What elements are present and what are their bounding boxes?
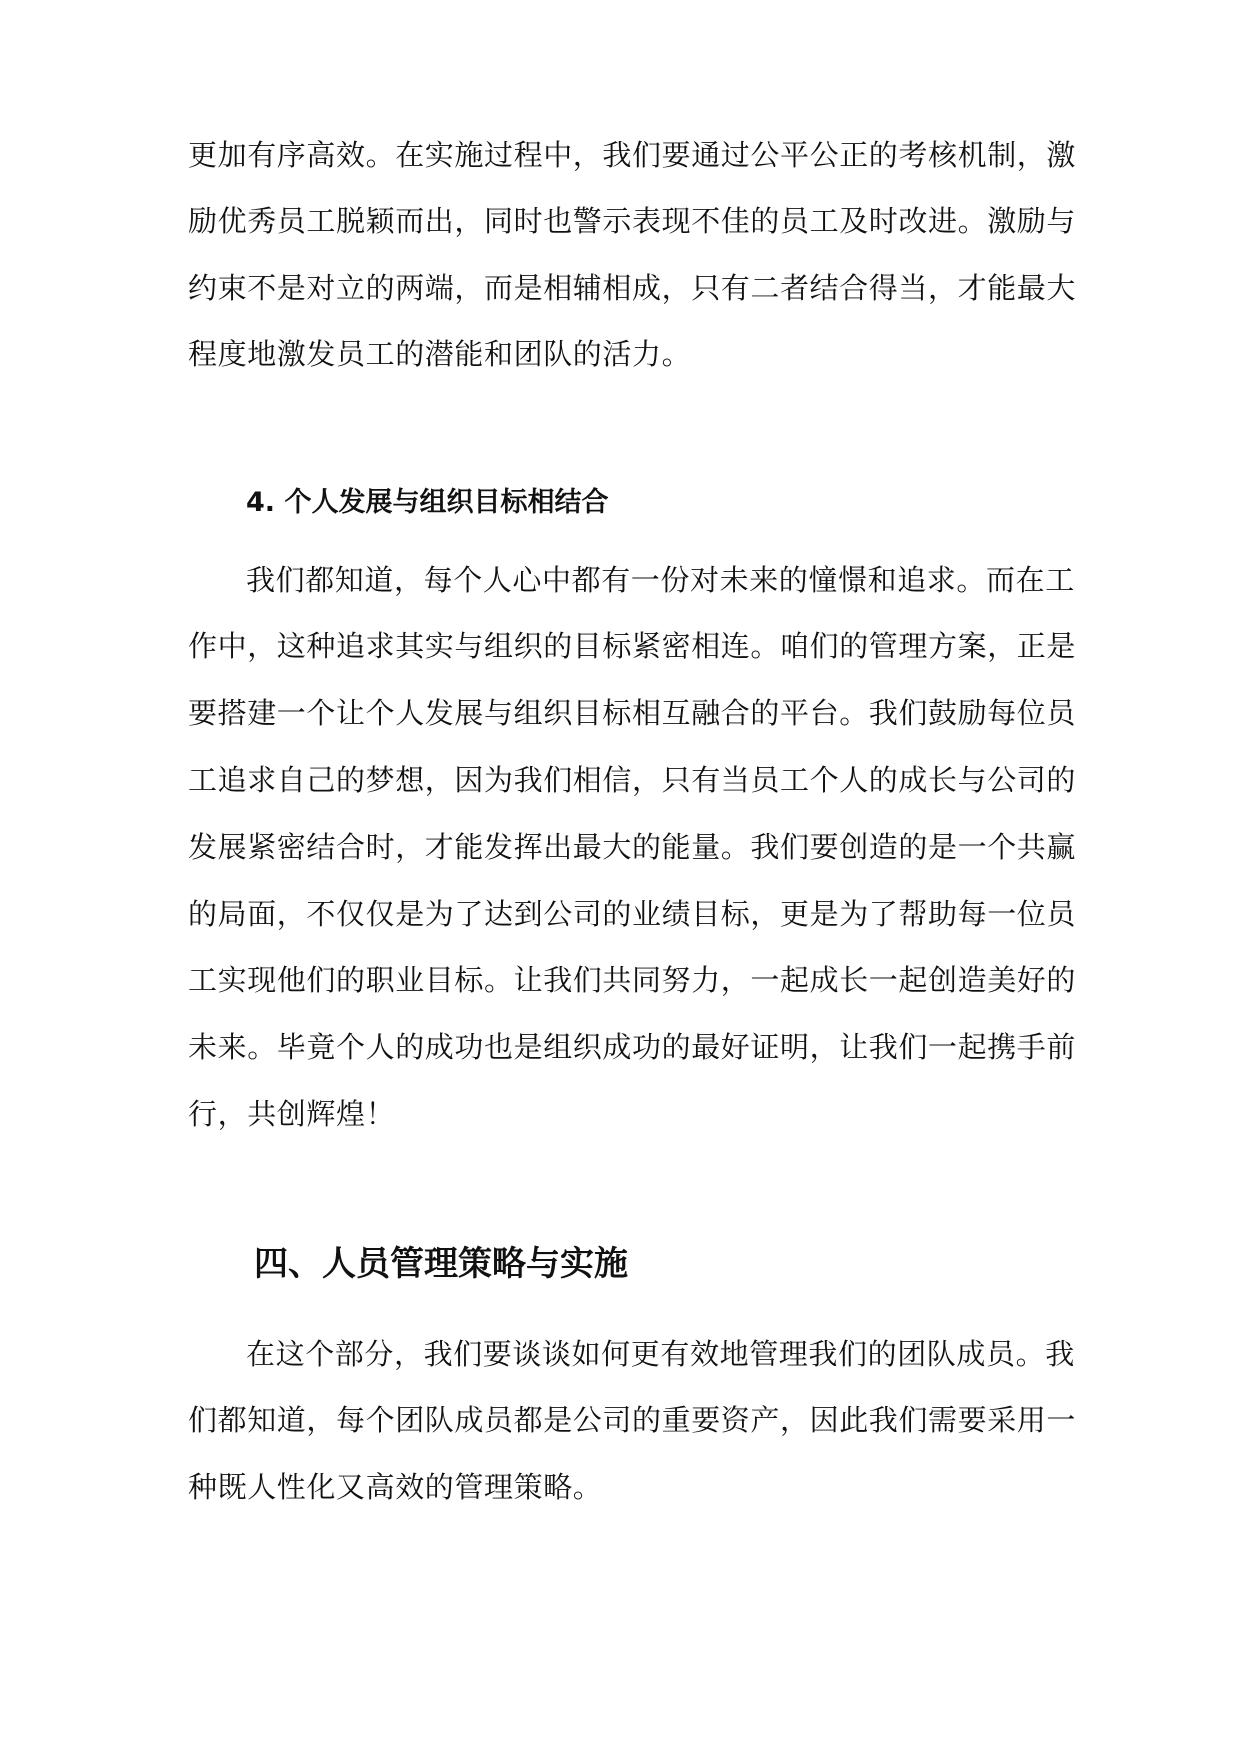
body-line: 发展紧密结合时，才能发挥出最大的能量。我们要创造的是一个共赢 bbox=[188, 830, 1077, 864]
body-line: 约束不是对立的两端，而是相辅相成，只有二者结合得当，才能最大 bbox=[188, 271, 1077, 305]
chapter-heading: 四、人员管理策略与实施 bbox=[254, 1244, 628, 1284]
body-line: 工追求自己的梦想，因为我们相信，只有当员工个人的成长与公司的 bbox=[188, 763, 1077, 797]
body-line: 更加有序高效。在实施过程中，我们要通过公平公正的考核机制，激 bbox=[188, 138, 1077, 172]
body-line: 要搭建一个让个人发展与组织目标相互融合的平台。我们鼓励每位员 bbox=[188, 696, 1077, 730]
body-line: 种既人性化又高效的管理策略。 bbox=[188, 1470, 603, 1504]
body-line: 励优秀员工脱颖而出，同时也警示表现不佳的员工及时改进。激励与 bbox=[188, 204, 1077, 238]
body-line: 未来。毕竟个人的成功也是组织成功的最好证明，让我们一起携手前 bbox=[188, 1030, 1077, 1064]
body-line: 程度地激发员工的潜能和团队的活力。 bbox=[188, 337, 692, 371]
body-line: 们都知道，每个团队成员都是公司的重要资产，因此我们需要采用一 bbox=[188, 1403, 1077, 1437]
section-heading: 4. 个人发展与组织目标相结合 bbox=[246, 487, 609, 518]
body-line: 的局面，不仅仅是为了达到公司的业绩目标，更是为了帮助每一位员 bbox=[188, 897, 1077, 931]
body-line: 行，共创辉煌！ bbox=[188, 1097, 396, 1131]
body-line: 在这个部分，我们要谈谈如何更有效地管理我们的团队成员。我 bbox=[246, 1337, 1075, 1371]
body-line: 工实现他们的职业目标。让我们共同努力，一起成长一起创造美好的 bbox=[188, 963, 1077, 997]
body-line: 作中，这种追求其实与组织的目标紧密相连。咱们的管理方案，正是 bbox=[188, 629, 1077, 663]
body-line: 我们都知道，每个人心中都有一份对未来的憧憬和追求。而在工 bbox=[246, 563, 1075, 597]
